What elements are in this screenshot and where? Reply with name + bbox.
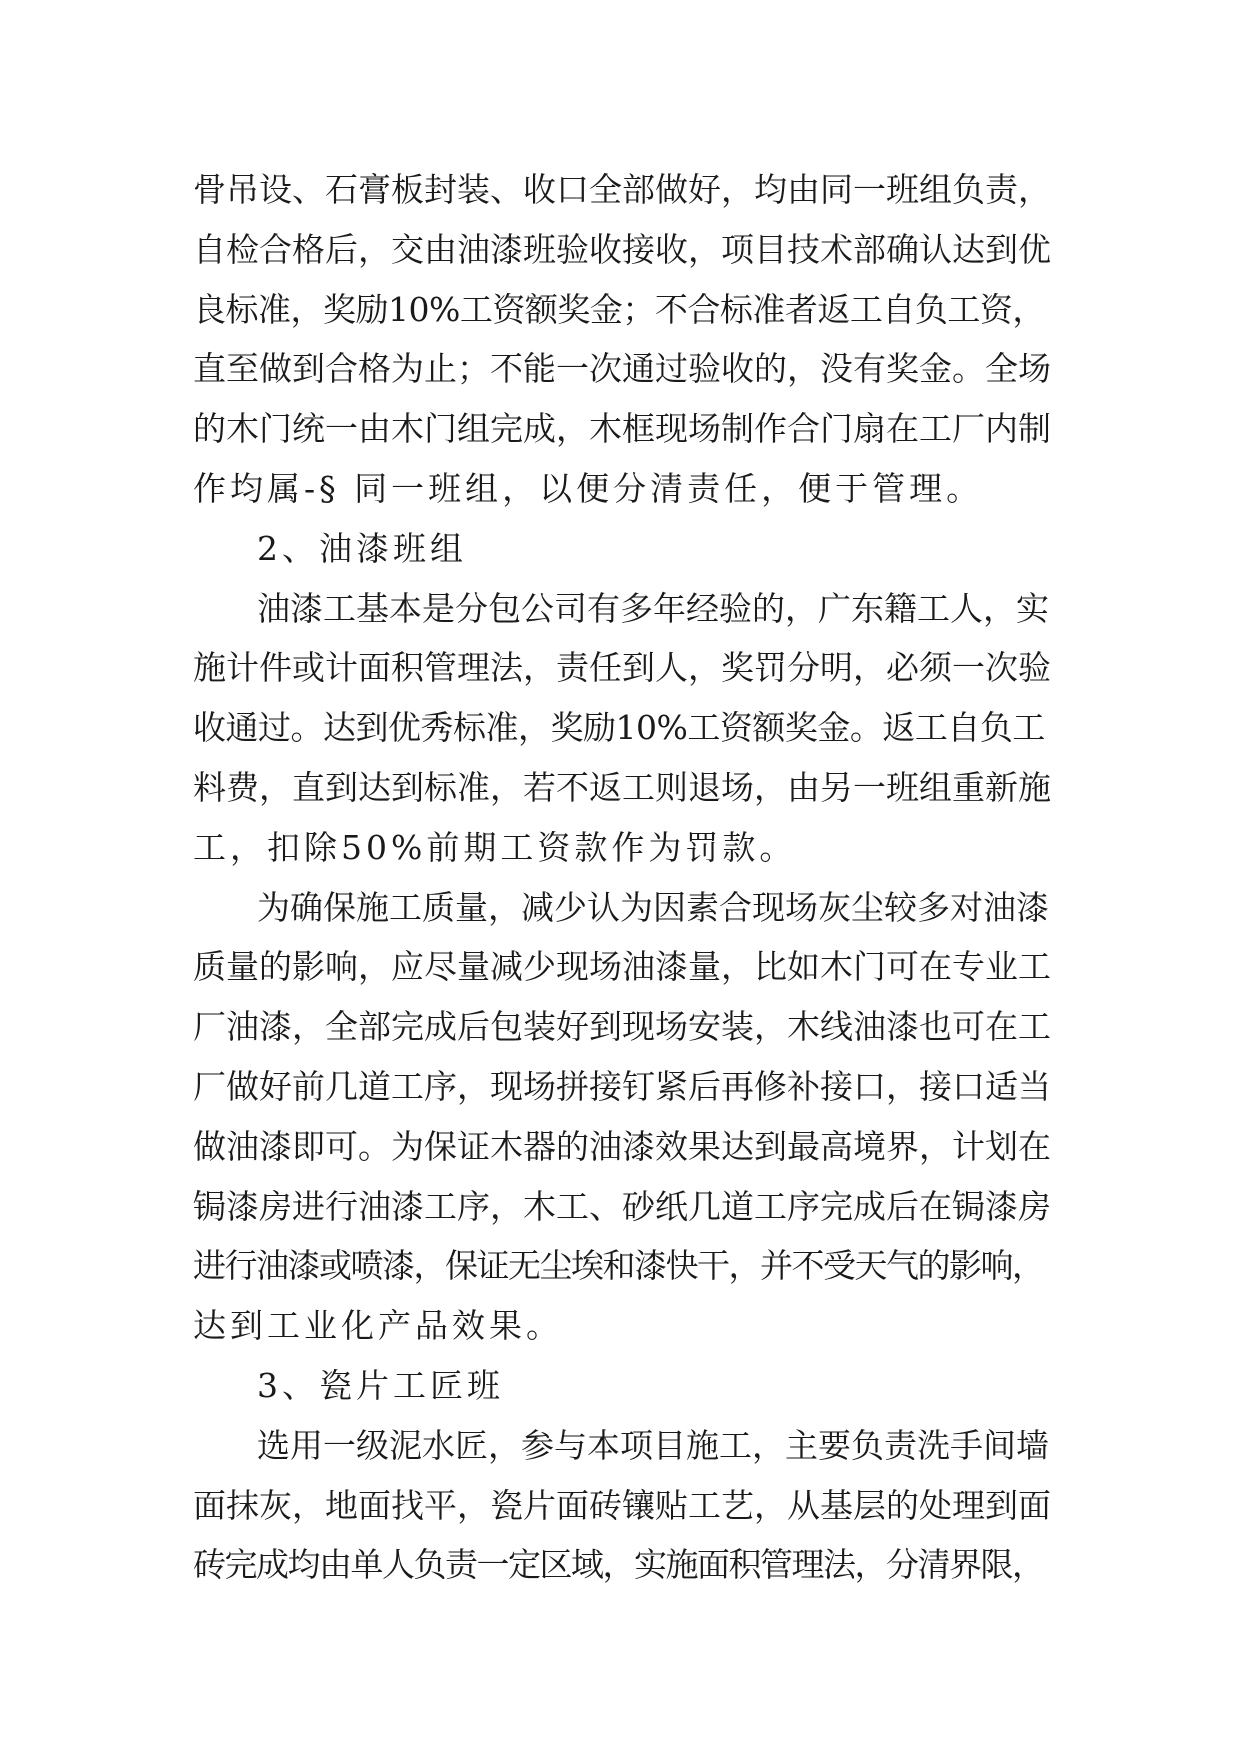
text-line: 直至做到合格为止；不能一次通过验收的，没有奖金。全场	[193, 349, 1051, 389]
text-line: 骨吊设、石膏板封装、收口全部做好，均由同一班组负责，	[193, 170, 1051, 209]
text-line: 收通过。达到优秀标准，奖励10%工资额奖金。返工自负工	[193, 708, 1045, 748]
document-body	[193, 160, 1055, 1595]
text-line: 砖完成均由单人负责一定区域，实施面积管理法，分清界限，	[193, 1545, 1044, 1585]
text-line: 厂油漆，全部完成后包装好到现场安装，木线油漆也可在工	[193, 1007, 1051, 1047]
text-line: 达到工业化产品效果。	[193, 1306, 563, 1346]
text-line: 锔漆房进行油漆工序，木工、砂纸几道工序完成后在锔漆房	[193, 1186, 1051, 1226]
text-line: 的木门统一由木门组完成，木框现场制作合门扇在工厂内制	[193, 409, 1051, 449]
text-line: 2、油漆班组	[257, 528, 467, 568]
text-line: 料费，直到达到标准，若不返工则退场，由另一班组重新施	[193, 767, 1051, 807]
text-line: 面抹灰，地面找平，瓷片面砖镶贴工艺，从基层的处理到面	[193, 1485, 1051, 1525]
text-line: 选用一级泥水匠，参与本项目施工，主要负责洗手间墙	[257, 1425, 1049, 1465]
text-line: 厂做好前几道工序，现场拼接钉紧后再修补接口，接口适当	[193, 1066, 1051, 1106]
text-line: 自检合格后，交由油漆班验收接收，项目技术部确认达到优	[193, 229, 1051, 269]
text-line: 为确保施工质量，减少认为因素合现场灰尘较多对油漆	[257, 887, 1049, 927]
text-line: 做油漆即可。为保证木器的油漆效果达到最高境界，计划在	[193, 1126, 1051, 1166]
text-line: 良标准，奖励10%工资额奖金；不合标准者返工自负工资，	[193, 289, 1045, 329]
text-line: 质量的影响，应尽量减少现场油漆量，比如木门可在专业工	[193, 947, 1051, 987]
text-line: 施计件或计面积管理法，责任到人，奖罚分明，必须一次验	[193, 648, 1051, 688]
text-line: 作均属-§ 同一班组，以便分清责任，便于管理。	[193, 468, 984, 508]
text-line: 工，扣除50%前期工资款作为罚款。	[193, 827, 797, 867]
text-line: 3、瓷片工匠班	[257, 1365, 504, 1405]
text-line: 进行油漆或喷漆，保证无尘埃和漆快干，并不受天气的影响，	[193, 1246, 1044, 1286]
text-line: 油漆工基本是分包公司有多年经验的，广东籍工人，实	[257, 588, 1049, 628]
